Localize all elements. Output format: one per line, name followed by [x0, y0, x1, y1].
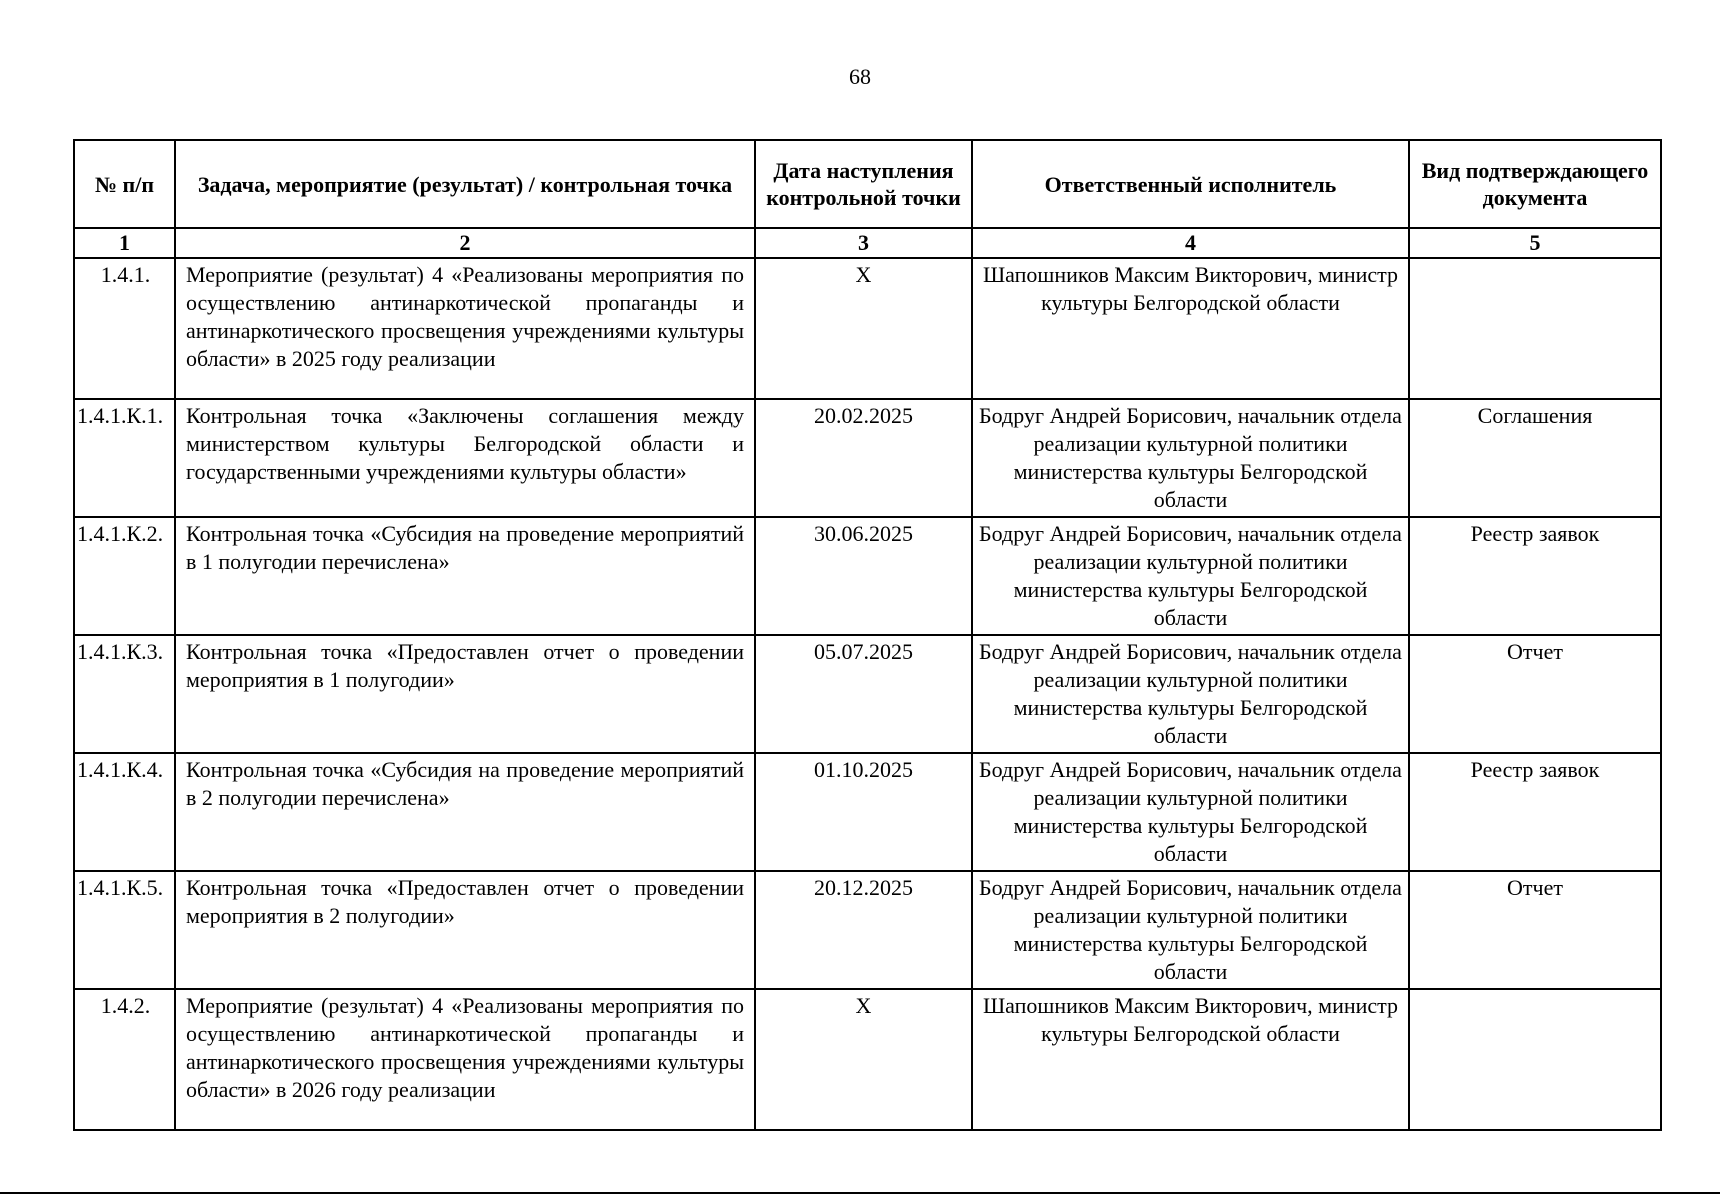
row-date: Х: [755, 989, 972, 1130]
table-row: [74, 258, 1661, 399]
row-task: Мероприятие (результат) 4 «Реализованы мероприятия по осуществлению антинаркотической пропаганды и антинаркотического просвещения учреждениями культуры области» в 2025 году реализации: [175, 258, 755, 399]
row-date: Х: [755, 258, 972, 399]
scan-edge-line: [0, 1192, 1720, 1194]
header-number: № п/п: [74, 140, 175, 228]
row-date: 20.02.2025: [755, 399, 972, 517]
row-responsible: Бодруг Андрей Борисович, начальник отдела реализации культурной политики министерства культуры Белгородской области: [972, 399, 1409, 517]
table-row: [74, 871, 1661, 989]
row-date: 05.07.2025: [755, 635, 972, 753]
row-number: 1.4.1.К.3.: [74, 635, 175, 753]
column-number: 5: [1409, 228, 1661, 258]
row-document: [1409, 258, 1661, 399]
row-responsible: Бодруг Андрей Борисович, начальник отдела реализации культурной политики министерства культуры Белгородской области: [972, 635, 1409, 753]
row-task: Контрольная точка «Субсидия на проведение мероприятий в 2 полугодии перечислена»: [175, 753, 755, 871]
row-responsible: Бодруг Андрей Борисович, начальник отдела реализации культурной политики министерства культуры Белгородской области: [972, 753, 1409, 871]
table-row: [74, 517, 1661, 635]
row-task: Контрольная точка «Предоставлен отчет о проведении мероприятия в 2 полугодии»: [175, 871, 755, 989]
table-row: [74, 753, 1661, 871]
row-task: Мероприятие (результат) 4 «Реализованы мероприятия по осуществлению антинаркотической пропаганды и антинаркотического просвещения учреждениями культуры области» в 2026 году реализации: [175, 989, 755, 1130]
row-number: 1.4.1.К.1.: [74, 399, 175, 517]
column-number: 2: [175, 228, 755, 258]
row-responsible: Бодруг Андрей Борисович, начальник отдела реализации культурной политики министерства культуры Белгородской области: [972, 871, 1409, 989]
row-date: 20.12.2025: [755, 871, 972, 989]
row-responsible: Шапошников Максим Викторович, министр культуры Белгородской области: [972, 989, 1409, 1130]
column-number-row: [74, 228, 1661, 258]
row-number: 1.4.1.К.4.: [74, 753, 175, 871]
row-task: Контрольная точка «Заключены соглашения между министерством культуры Белгородской области и государственными учреждениями культуры области»: [175, 399, 755, 517]
table-row: [74, 399, 1661, 517]
row-document: Отчет: [1409, 635, 1661, 753]
column-number: 4: [972, 228, 1409, 258]
row-document: Соглашения: [1409, 399, 1661, 517]
column-number: 3: [755, 228, 972, 258]
control-points-table: [73, 139, 1662, 1131]
header-row: [74, 140, 1661, 228]
header-task: Задача, мероприятие (результат) / контрольная точка: [175, 140, 755, 228]
table-row: [74, 635, 1661, 753]
row-number: 1.4.1.: [74, 258, 175, 399]
table-row: [74, 989, 1661, 1130]
column-number: 1: [74, 228, 175, 258]
header-document: Вид подтверждающего документа: [1409, 140, 1661, 228]
page-number: 68: [849, 64, 871, 89]
header-responsible: Ответственный исполнитель: [972, 140, 1409, 228]
row-date: 30.06.2025: [755, 517, 972, 635]
header-date: Дата наступления контрольной точки: [755, 140, 972, 228]
row-document: Реестр заявок: [1409, 753, 1661, 871]
row-date: 01.10.2025: [755, 753, 972, 871]
row-responsible: Шапошников Максим Викторович, министр культуры Белгородской области: [972, 258, 1409, 399]
row-number: 1.4.1.К.5.: [74, 871, 175, 989]
row-document: Отчет: [1409, 871, 1661, 989]
row-task: Контрольная точка «Предоставлен отчет о проведении мероприятия в 1 полугодии»: [175, 635, 755, 753]
row-document: [1409, 989, 1661, 1130]
row-document: Реестр заявок: [1409, 517, 1661, 635]
row-number: 1.4.2.: [74, 989, 175, 1130]
row-number: 1.4.1.К.2.: [74, 517, 175, 635]
row-task: Контрольная точка «Субсидия на проведение мероприятий в 1 полугодии перечислена»: [175, 517, 755, 635]
row-responsible: Бодруг Андрей Борисович, начальник отдела реализации культурной политики министерства культуры Белгородской области: [972, 517, 1409, 635]
